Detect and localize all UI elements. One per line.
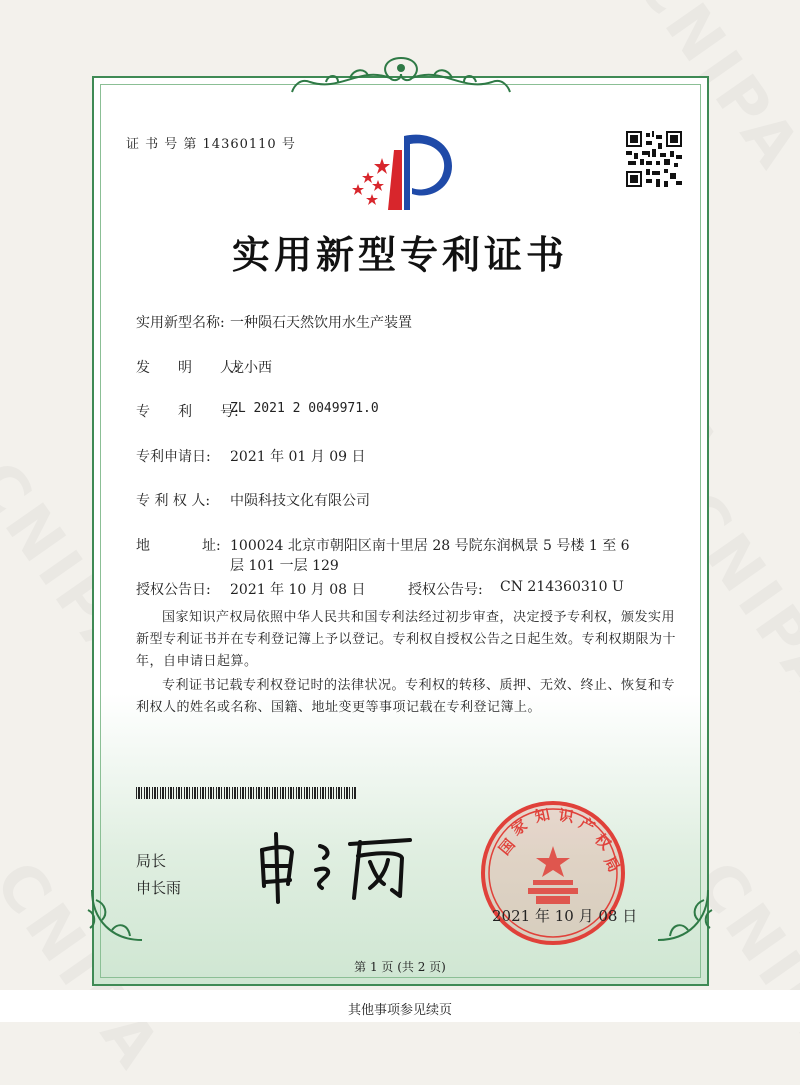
patent-number-value: ZL 2021 2 0049971.0 xyxy=(230,401,379,416)
barcode xyxy=(136,787,356,799)
svg-text:产: 产 xyxy=(576,813,598,837)
svg-text:知: 知 xyxy=(533,805,552,826)
utility-model-name-value: 一种陨石天然饮用水生产装置 xyxy=(230,315,412,331)
svg-text:权: 权 xyxy=(591,830,615,854)
director-signature xyxy=(250,826,420,906)
patentee-label: 专 利 权 人: xyxy=(136,493,211,509)
seal-date: 2021 年 10 月 08 日 xyxy=(492,907,638,925)
inventor-value: 龙小西 xyxy=(230,360,272,376)
grant-number-value: CN 214360310 U xyxy=(500,579,624,595)
svg-text:国: 国 xyxy=(495,835,519,859)
statement-paragraph-2: 专利证书记载专利权登记时的法律状况。专利权的转移、质押、无效、终止、恢复和专利权人的姓名或名称、国籍、地址变更等事项记载在专利登记簿上。 xyxy=(136,678,676,715)
filing-date-label: 专利申请日: xyxy=(136,449,211,465)
top-ornament-icon xyxy=(290,52,512,98)
svg-text:局: 局 xyxy=(600,853,624,876)
address-line-2: 层 101 一层 129 xyxy=(230,558,339,574)
qr-code-icon xyxy=(626,131,682,187)
patentee-value: 中陨科技文化有限公司 xyxy=(230,493,370,509)
director-title: 局长 xyxy=(136,852,167,870)
address-label-suffix: 址: xyxy=(202,538,221,554)
cnipa-logo-icon xyxy=(346,130,456,212)
grant-date-value: 2021 年 10 月 08 日 xyxy=(230,582,366,598)
filing-date-value: 2021 年 01 月 09 日 xyxy=(230,449,366,465)
grant-date-label: 授权公告日: xyxy=(136,582,211,598)
certificate-title: 实用新型专利证书 xyxy=(231,232,568,277)
corner-ornament-icon xyxy=(648,880,718,950)
inventor-label: 发 明 人: xyxy=(136,360,239,376)
svg-text:家: 家 xyxy=(507,815,531,840)
footer-note: 其他事项参见续页 xyxy=(347,1003,452,1018)
grant-number-label: 授权公告号: xyxy=(408,582,483,598)
director-name: 申长雨 xyxy=(136,879,182,897)
page-indicator: 第 1 页 (共 2 页) xyxy=(354,960,446,974)
address-line-1: 100024 北京市朝阳区南十里居 28 号院东润枫景 5 号楼 1 至 6 xyxy=(230,538,630,554)
patent-number-label: 专 利 号: xyxy=(136,404,239,420)
address-label: 地 xyxy=(136,538,150,554)
certificate-number: 证 书 号 第 14360110 号 xyxy=(126,137,296,152)
statement-paragraph-1: 国家知识产权局依照中华人民共和国专利法经过初步审查，决定授予专利权，颁发实用新型专利证书并在专利登记簿上予以登记。专利权自授权公告之日起生效。专利权期限为十年，自申请日起算。 xyxy=(136,610,677,669)
svg-text:识: 识 xyxy=(557,806,575,827)
utility-model-name-label: 实用新型名称: xyxy=(136,315,225,331)
